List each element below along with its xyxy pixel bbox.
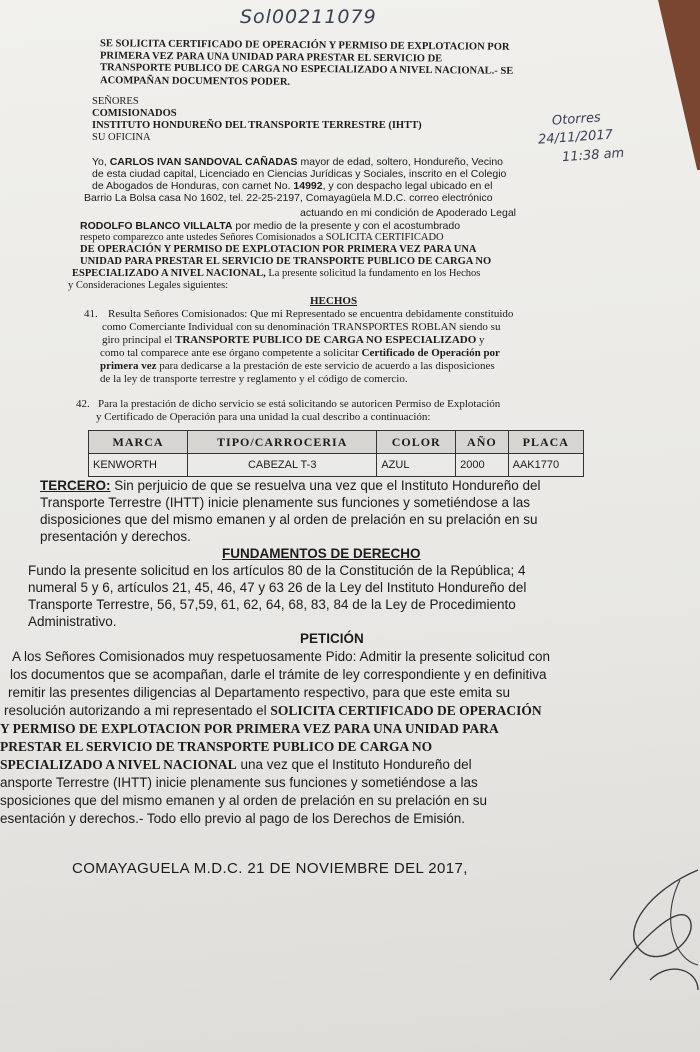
intro-line-11: y Consideraciones Legales siguientes: <box>68 280 229 291</box>
column-header-marca: MARCA <box>89 431 188 454</box>
applicant-name: CARLOS IVAN SANDOVAL CAÑADAS <box>109 156 298 168</box>
peticion-line-2: los documentos que se acompañan, darle el trámite de ley correspondiente y en definitiva <box>10 667 547 682</box>
fundamentos-line-4: Administrativo. <box>28 614 117 629</box>
intro-line-2: de esta ciudad capital, Licenciado en Ciencias Jurídicas y Sociales, inscrito en el Colegio <box>92 168 507 180</box>
intro-line-1 <box>92 156 503 168</box>
cell-color: AZUL <box>377 454 456 477</box>
addressee-line-4: SU OFICINA <box>92 132 151 143</box>
hechos-42-number: 42. <box>76 398 90 410</box>
peticion-bold-text: SOLICITA CERTIFICADO DE OPERACIÓN <box>270 703 542 718</box>
header-line-2: PRIMERA VEZ PARA UNA UNIDAD PARA PRESTAR EL SERVICIO DE <box>99 50 443 65</box>
peticion-line-10: esentación y derechos.- Todo ello previo al pago de los Derechos de Emisión. <box>0 811 466 826</box>
peticion-text: resolución autorizando a mi representado el <box>4 703 271 718</box>
closing-place-date: COMAYAGUELA M.D.C. 21 DE NOVIEMBRE DEL 2017, <box>72 860 468 877</box>
header-line-1: SE SOLICITA CERTIFICADO DE OPERACIÓN Y PERMISO DE EXPLOTACION POR <box>99 38 510 53</box>
hechos-41-line-4 <box>100 347 500 360</box>
peticion-line-4 <box>4 703 542 719</box>
hechos-41-number: 41. <box>84 308 98 320</box>
cell-placa: AAK1770 <box>508 454 583 477</box>
tercero-label: TERCERO: <box>40 478 111 493</box>
hechos-41-line-5 <box>100 360 495 373</box>
hechos-bold-text: Certificado de Operación por <box>361 347 500 359</box>
peticion-bold-text: SPECIALIZADO A NIVEL NACIONAL <box>0 757 237 772</box>
handwritten-receipt-date: 24/11/2017 <box>537 127 614 148</box>
intro-text: , y con despacho legal ubicado en el <box>322 180 493 192</box>
handwritten-receipt-name: Otorres <box>551 110 602 129</box>
addressee-line-3: INSTITUTO HONDUREÑO DEL TRANSPORTE TERRESTRE (IHTT) <box>92 120 422 131</box>
peticion-line-9: sposiciones que del mismo emanen y al orden de prelación en su prelación en su <box>0 793 488 808</box>
hechos-text: como tal comparece ante ese órgano competente a solicitar <box>100 347 362 359</box>
fundamentos-line-1: Fundo la presente solicitud en los artículos 80 de la Constitución de la República; 4 <box>28 563 526 578</box>
fundamentos-line-2: numeral 5 y 6, artículos 21, 45, 46, 47 y 63 26 de la Ley del Instituto Hondureño del <box>28 580 527 595</box>
cell-tipo: CABEZAL T-3 <box>188 454 377 477</box>
peticion-title: PETICIÓN <box>300 631 364 646</box>
handwritten-receipt-time: 11:38 am <box>561 145 625 166</box>
tercero-line-1 <box>40 478 541 494</box>
intro-text: de Abogados de Honduras, con carnet No. <box>92 180 294 192</box>
intro-line-6 <box>80 220 460 232</box>
intro-line-7: respeto comparezco ante ustedes Señores Comisionados a SOLICITA CERTIFICADO <box>80 232 444 243</box>
table-row <box>89 454 584 477</box>
peticion-line-7 <box>0 757 472 773</box>
signature <box>580 860 700 1000</box>
peticion-line-3: remitir las presentes diligencias al Departamento respectivo, para que este emita su <box>8 685 510 700</box>
fundamentos-title: FUNDAMENTOS DE DERECHO <box>222 546 421 561</box>
addressee-line-1: SEÑORES <box>92 96 139 107</box>
intro-text: mayor de edad, soltero, Hondureño, Vecino <box>297 156 504 168</box>
vehicle-table-header <box>89 431 584 454</box>
hechos-text: para dedicarse a la prestación de este servicio de acuerdo a las disposiciones <box>156 360 495 372</box>
cell-ano: 2000 <box>456 454 509 477</box>
fundamentos-line-3: Transporte Terrestre, 56, 57,59, 61, 62, 64, 68, 83, 84 de la Ley de Procedimiento <box>28 597 516 612</box>
cell-marca: KENWORTH <box>89 454 188 477</box>
column-header-color: COLOR <box>377 431 456 454</box>
hechos-41-line-2: como Comerciante Individual con su denominación TRANSPORTES ROBLAN siendo su <box>102 321 501 333</box>
intro-text: por medio de la presente y con el acostumbrado <box>232 220 461 232</box>
hechos-41-line-3 <box>102 334 485 347</box>
peticion-line-8: ansporte Terrestre (IHTT) inicie plenamente sus funciones y sometiéndose a las <box>0 775 478 790</box>
intro-bold-text: ESPECIALIZADO A NIVEL NACIONAL, <box>72 268 266 279</box>
hechos-41-line-6: de la ley de transporte terrestre y reglamento y el código de comercio. <box>100 373 408 385</box>
hechos-text: y <box>476 334 485 346</box>
intro-text: La presente solicitud la fundamento en los Hechos <box>265 268 481 279</box>
peticion-line-1: A los Señores Comisionados muy respetuosamente Pido: Admitir la presente solicitud con <box>12 649 551 664</box>
peticion-line-6: PRESTAR EL SERVICIO DE TRANSPORTE PUBLICO DE CARGA NO <box>0 739 433 754</box>
tercero-line-2: Transporte Terrestre (IHTT) inicie plenamente sus funciones y sometiéndose a las <box>40 495 530 510</box>
tercero-text: Sin perjuicio de que se resuelva una vez que el Instituto Hondureño del <box>110 478 541 493</box>
background-edge <box>630 0 700 170</box>
vehicle-table <box>88 430 584 477</box>
hechos-42-line-1: Para la prestación de dicho servicio se está solicitando se autoricen Permiso de Explotación <box>98 398 501 410</box>
peticion-text: una vez que el Instituto Hondureño del <box>236 757 472 772</box>
tercero-line-4: presentación y derechos. <box>40 529 191 544</box>
hechos-title: HECHOS <box>310 295 358 307</box>
intro-line-4: Barrio La Bolsa casa No 1602, tel. 22-25-2197, Comayagüela M.D.C. correo electrónico <box>84 192 493 204</box>
peticion-line-5: Y PERMISO DE EXPLOTACION POR PRIMERA VEZ PARA UNA UNIDAD PARA <box>0 721 499 736</box>
carnet-number: 14992 <box>293 180 323 192</box>
hechos-bold-text: TRANSPORTE PUBLICO DE CARGA NO ESPECIALIZADO <box>175 334 477 346</box>
intro-line-8: DE OPERACIÓN Y PERMISO DE EXPLOTACION POR PRIMERA VEZ PARA UNA <box>80 244 477 255</box>
intro-text: Yo, <box>92 156 110 168</box>
header-line-4: ACOMPAÑAN DOCUMENTOS PODER. <box>99 75 291 88</box>
header-line-3: TRANSPORTE PUBLICO DE CARGA NO ESPECIALIZADO A NIVEL NACIONAL.- SE <box>99 62 514 77</box>
represented-name: RODOLFO BLANCO VILLALTA <box>80 220 233 232</box>
addressee-line-2: COMISIONADOS <box>92 108 177 119</box>
hechos-text: giro principal el <box>102 334 176 346</box>
column-header-ano: AÑO <box>456 431 509 454</box>
column-header-tipo: TIPO/CARROCERIA <box>188 431 377 454</box>
tercero-line-3: disposiciones que del mismo emanen y al orden de prelación en su prelación en su <box>40 512 538 527</box>
intro-line-10 <box>72 268 480 280</box>
intro-line-5: actuando en mi condición de Apoderado Legal <box>300 207 516 219</box>
hechos-42-line-2: y Certificado de Operación para una unidad la cual describo a continuación: <box>96 411 431 423</box>
hechos-41-line-1: Resulta Señores Comisionados: Que mi Representado se encuentra debidamente constituido <box>108 308 514 320</box>
handwritten-reference-number: Sol00211079 <box>240 6 377 28</box>
intro-line-9: UNIDAD PARA PRESTAR EL SERVICIO DE TRANSPORTE PUBLICO DE CARGA NO <box>80 256 492 267</box>
column-header-placa: PLACA <box>508 431 583 454</box>
intro-line-3 <box>92 180 492 192</box>
hechos-bold-text: primera vez <box>100 360 157 372</box>
